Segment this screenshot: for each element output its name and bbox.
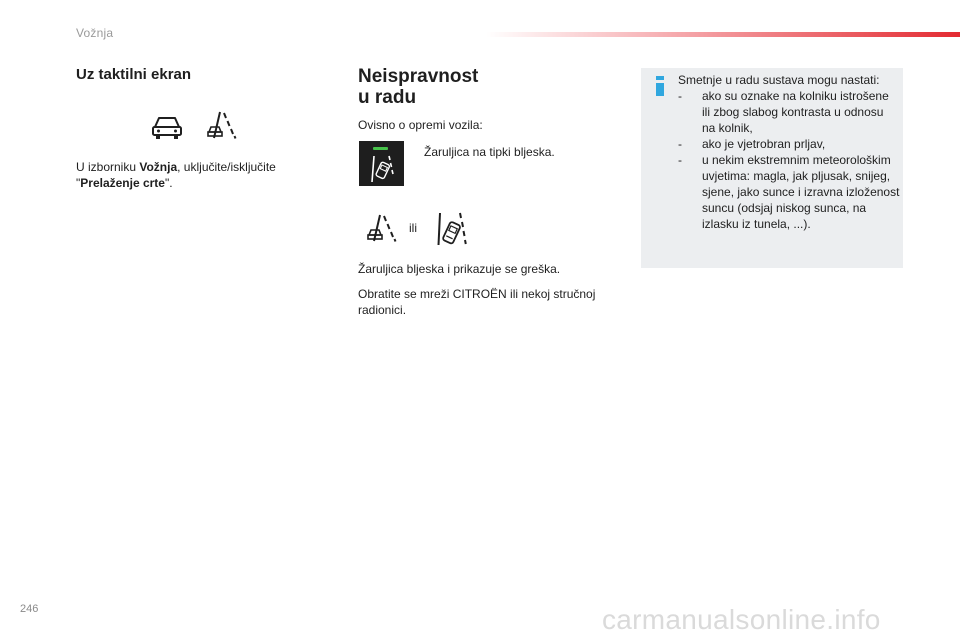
instruction-text: U izborniku [76,160,140,174]
car-icon [151,114,183,140]
instruction-text: , uključite/isključite " [76,160,276,190]
lane-assist-warning-icon [437,211,467,247]
list-item [678,152,900,232]
page-number: 246 [20,603,39,615]
option-name: Prelaženje crte [80,176,165,190]
section-title: Vožnja [76,26,114,40]
info-content [678,72,900,232]
header-accent-bar [486,32,960,37]
info-icon [655,76,665,94]
info-intro: Smetnje u radu sustava mogu nastati: [678,73,880,87]
button-lamp-image [359,141,404,186]
lane-departure-icon [366,213,398,243]
touch-screen-instructions [76,159,316,191]
list-item-text: ako su oznake na kolniku istrošene ili zbog slabog kontrasta u odnosu na kolnik, [702,89,889,135]
list-item-text: ako je vjetrobran prljav, [702,137,826,151]
list-dash: - [678,153,682,167]
list-item [678,88,900,136]
malfunction-heading [358,66,538,108]
contact-text: Obratite se mreži CITROËN ili nekoj stručnoj radionici. [358,287,596,317]
list-dash: - [678,137,682,151]
list-item-text: u nekim ekstremnim meteorološkim uvjetima: magla, jak pljusak, snijeg, sjene, jako sunce i izravna izloženost suncu (odsjaj niskog sunca, na izlasku iz tunela, ...). [702,153,900,231]
watermark: carmanualsonline.info [602,604,881,635]
depends-text: Ovisno o opremi vozila: [358,118,483,132]
touch-screen-heading: Uz taktilni ekran [76,66,192,83]
list-dash: - [678,89,682,103]
heading-line: u radu [358,87,417,108]
fault-text: Žaruljica bljeska i prikazuje se greška. [358,262,561,276]
heading-line: Neispravnost [358,66,479,87]
lane-departure-icon [206,110,238,140]
list-item [678,136,900,152]
menu-name: Vožnja [139,160,178,174]
or-text: ili [409,221,417,235]
lamp-flash-text: Žaruljica na tipki bljeska. [424,145,555,159]
instruction-text: ". [164,176,173,190]
